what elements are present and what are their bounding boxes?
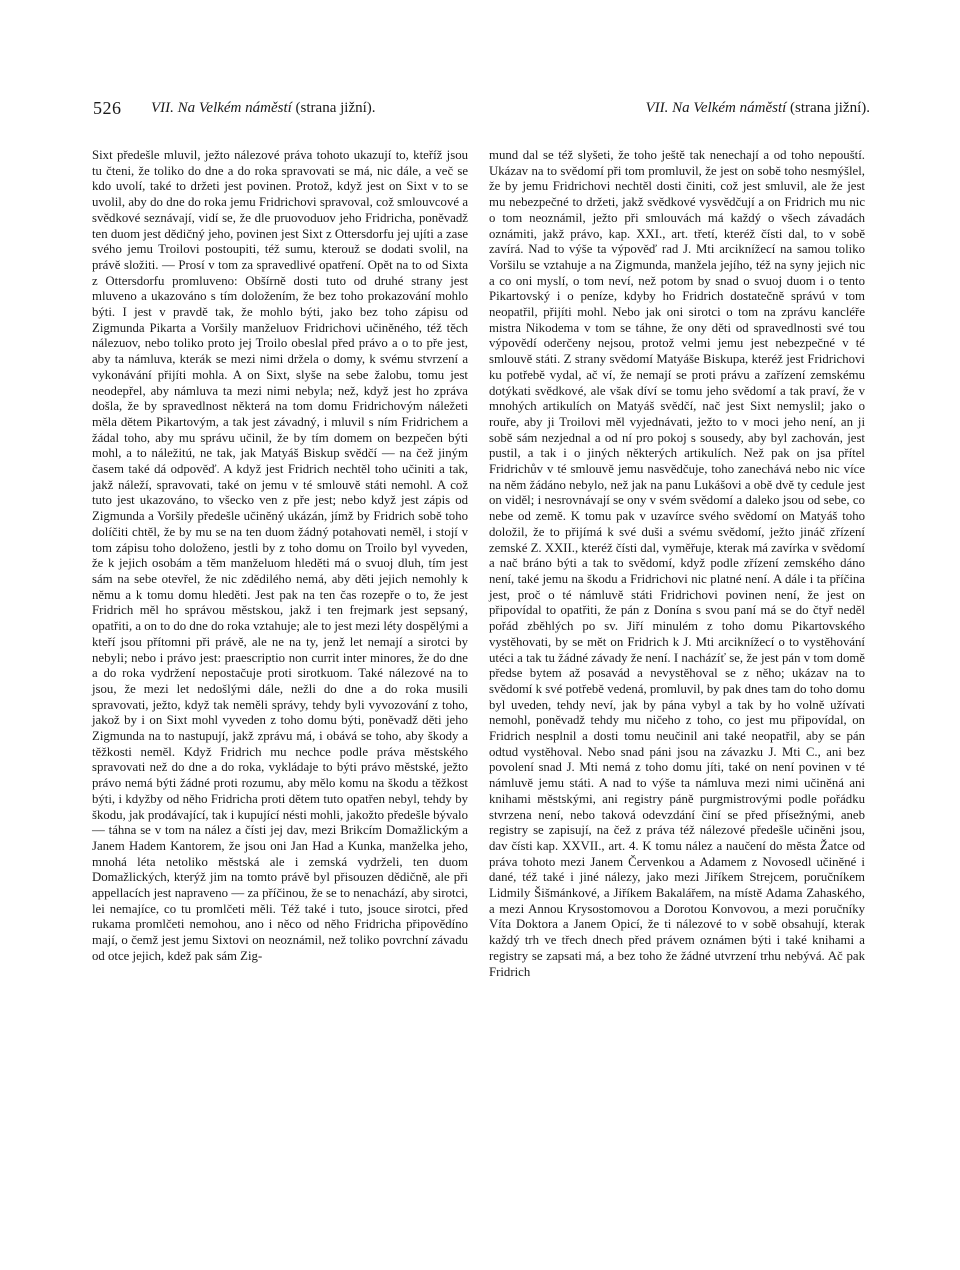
running-head-left-suffix: (strana jižní). xyxy=(295,100,376,116)
running-head-right xyxy=(645,100,870,117)
running-head-left xyxy=(151,100,376,117)
text-column-right xyxy=(489,148,865,980)
page-number: 526 xyxy=(93,98,122,118)
right-column-text: mund dal se též slyšeti, že toho ještě tak nenechají a od toho nepouští. Ukázav na to svědomí při tom promluvil, že jest on sobě toho nesmýšlel, že by jemu Fridrichovi nechtěl dosti činiti, což jest smluvil, ale že jest mu nebezpečné to držeti, jakž svědkové vysvědčují a on Fridrich mu nic o tom neoznámil, ježto při smlouvách má každý o všech závadách oznámiti, jakž právo, kap. XXI., art. třetí, kteréž čísti dal, to v sobě zavírá. Nad to výše ta výpověď rad J. Mti arciknížecí na samou toliko Voršilu se vztahuje a na Zigmunda, manžela jejího, též na syny jejich nic a co oni myslí, o tom neví, než potom by snad o svuoj duom i o tento Pikartovský i o peníze, kdyby ho Fridrich dostatečně správú v tom neopatřil, přijíti mohl. Nebo jak oni sirotci o tom na zprávu kancléře mistra Nikodema v tom se táhne, že ony děti od spravedlnosti své tou výpovědí oderčeny nejsou, protož velmi jemu jest nebezpečné v té smlouvě státi. Z strany svědomí Matyáše Biskupa, kteréž jest Fridrichovi ku potřebě vydal, ač ví, že nemají se proti právu a zařízení zemskému dotýkati svědkové, ale však díví se tomu jeho svědomí a tak praví, že v mnohých artikulích on Matyáš svědčí, nač jest Sixt nemyslil; jako o rouře, aby ji Troilovi měl vyjednávati, ježto to v moci jeho není, an ji sobě sám nezjednal a od ní pro pokoj s sousedy, aby byl zachován, jest pustil, a tak i o jiných některých artikulích. Než pak on jsa přítel Fridrichův v té smlouvě jemu nasvědčuje, toho zanechává nebo nic více na něm žádáno nebylo, než jak na panu Lukášovi a obě dvě ty cedule jest on viděl; i nesrovnávají se ony v svém svědomí a daleko jsou od sebe, co nebe od země. K tomu pak v uzavírce svého svědomí on Matyáš toho doložil, že to přijímá k své duši a svému svědomí, ježto jináč zřízení zemské Z. XXII., kteréž čísti dal, vyměřuje, kterak má zavírka v svědomí a nač bráno býti a tak to svědomí, když podle zřízení zemského dáno není, také jemu na škodu a Fridrichovi nic platné není. A dále i ta příčina jest, proč o té námluvě státi Fridrichovi povinen není, že jest on připovídal to opatřiti, že pán z Donína s svou paní má se do čtyř neděl pořád zběhlých po sv. Jiří minulém z toho domu Pikartovského vystěhovati, by se mět on Fridrich k J. Mti arciknížecí o to vystěhování utéci a tak tu žádné závady že není. I nacházíť se, že jest pán v tom domě předse bytem až posavád a nevystěhoval se z něho; ukázav na to svědomí k své potřebě vedená, promluvil, by pak dnes tam do toho domu byl uveden, tehdy neví, jak by pána vybyl a tak by ho volně užívati nemohl, poněvadž tehdy mu ničeho z toho, co jest mu připovídal, on Fridrich nesplnil a dosti tomu neučinil ani také neopatřil, aby se pán odtud vystěhoval. Nebo snad páni jsou na závazku J. Mti C., ani bez povolení snad J. Mti nemá z toho domu jíti, také on není povinen v té námluvě jemu státi. A nad to výše ta námluva mezi nimi učiněná ani knihami městskými, ani registry páně purgmistrovými podle pořádku stvrzena není, nebo taková odevzdání činí se před přísežnými, aneb registry se zapisují, na čež z práva též nálezové předešle učiněni jsou, dav čísti kap. XXVII., art. 4. K tomu nález a naučení do města Žatce od práva tohoto mezi Janem Červenkou a Adamem z Novosedl učiněné i dané, též také i jiné nálezy, jako mezi Jiříkem Strejcem, poručníkem Lidmily Šišmánkové, a Jiříkem Bakalářem, na místě Adama Zahaského, a mezi Annou Krysostomovou a Dorotou Konvovou, a mezi poručníky Víta Doktora a Janem Opicí, že ti nálezové to v sobě obsahují, kterak každý trh ve třech dnech před právem oznámen býti i také knihami a registry se zapsati má, a bez toho že žádné utvrzení trhu nebývá. Ač pak Fridrich xyxy=(489,148,865,979)
running-head-right-suffix: (strana jižní). xyxy=(790,100,870,116)
left-column-text: Sixt předešle mluvil, ježto nálezové práva tohoto ukazují to, kteříž jsou tu čteni, že toliko do dne a do roka spravovati se má, nic dále, a več se kdo uvolí, také to držeti jest povinen. Protož, když jest on Sixt v to se uvolil, aby do dne do roka jemu Fridrichovi spravoval, což smlouvcové a svědkové seznávají, vidí se, že dle pruovoduov jeho Fridricha, poněvadž ten duom jest dědičný jeho, povinen jest Sixt z Ottersdorfu jej ujíti a zase svého jemu Troilovi postoupiti, též sumu, kterouž se dodati svolil, na právě složiti. — Prosí v tom za spravedlivé opatření. Opět na to od Sixta z Ottersdorfu promluveno: Obšírně dosti tuto od druhé strany jest mluveno a ukazováno s tím doložením, že bez toho prokazování mohlo býti. I jest v pravdě tak, že mohlo býti, jako bez toho zápisu od Zigmunda Pikarta a Voršily manželuov Fridrichovi učiněného, též těch nálezuov, nebo toliko proto jej Troilo obeslal před právo a o to pře jest, aby ta námluva, kterák se mezi nimi držela o domy, k svému stvrzení a vykonávání přijíti mohla. A on Sixt, slyše na sebe žalobu, tomu jest neodepřel, aby námluva ta mezi nimi nebyla; než, když jest ho zpráva došla, že by spravedlnost některá na tom domu Fridrichovým náležeti měla dětem Pikartovým, a tak jest závadný, i mluvil s ním Fridrichem a žádal toho, aby mu správu učinil, že by tím domem on bezpečen býti mohl, a to náležitú, ne tak, jak Matyáš Biskup svědčí — na čež jiným časem také dá odpověď. A když jest Fridrich nechtěl toho učiniti a tak, jakž náleží, spravovati, také on jemu v té smlouvě státi nemohl. A což tuto jest ukazováno, to všecko ven z pře jest; nebo když jest zápis od Zigmunda a Voršily předešle učiněný ukázán, jímž by Fridrich sobě toho dolíčiti chtěl, že by mu se na ten duom žádný potahovati neměl, i stojí v tom zápisu toho doloženo, jestli by z toho domu on Troilo byl vyveden, že k jejich osobám a těm manželuom hleděti má o svuoj dluh, tím jest sám na sebe otevřel, že nic zdědilého nemá, aby děti jejich nemohly k němu a k tomu domu hleděti. Jest pak na ten čas rozepře o to, že jest Fridrich měl ho správou městskou, jakž i ten frejmark jest sepsaný, opatřiti, a on to do dne do roka vztahuje; ale to jest mezi léty dospělými a kteří jsou přítomni při právě, ale ne na ty, jenž let nemají a sirotci by nebyli; nebo i právo jest: praescriptio non currit inter minores, že do dne a do roka vydržení nepostačuje proti sirotkuom. Také nálezové na to jsou, že mezi let nedošlými dále, nežli do dne a do roka musili spravovati, ježto, když tak neměli správy, tehdy byli vyvozování z toho, jakož by i on Sixt mohl vyveden z toho domu býti, poněvadž děti jeho Zigmunda na to nastupují, jakž zprávu má, i obává se toho, aby škody a těžkosti neměl. Když Fridrich mu nechce podle práva městského spravovati než do dne a do roka, vykládaje to býti právo městské, ježto právo nemá býti žádné proti rozumu, aby mělo komu na škodu a těžkost býti, i kdyžby od něho Fridricha proti dětem tuto opatřen nebyl, tehdy by škodu, jak prodávající, tak i kupující nésti mohli, jakožto předešle bývalo — táhna se v tom na nález a čísti jej dav, mezi Brikcím Domažlickým a Janem Hadem Kantorem, že jsou oni Jan Had a Kunka, manželka jeho, mnohá léta netoliko městská ale i zemská vydrželi, ten duom Domažlických, kterýž jim na tomto právě byl přisouzen dědičně, ale při appellacích jest napraveno — za příčinou, že se to nenachází, aby sirotci, lei nemajíce, co tu promlčeti měli. Též také i tuto, jsouce sirotci, před rukama promlčeti nemohou, ano i něco od něho Fridricha připovědíno mají, o čemž jest jemu Sixtovi on neoznámil, než toliko povrchní závadu od otce jejich, kdež pak sám Zig- xyxy=(92,148,468,963)
text-column-left xyxy=(92,148,468,965)
running-head-left-title: VII. Na Velkém náměstí xyxy=(151,100,292,116)
running-head-right-title: VII. Na Velkém náměstí xyxy=(645,100,787,116)
page-header xyxy=(93,98,870,122)
